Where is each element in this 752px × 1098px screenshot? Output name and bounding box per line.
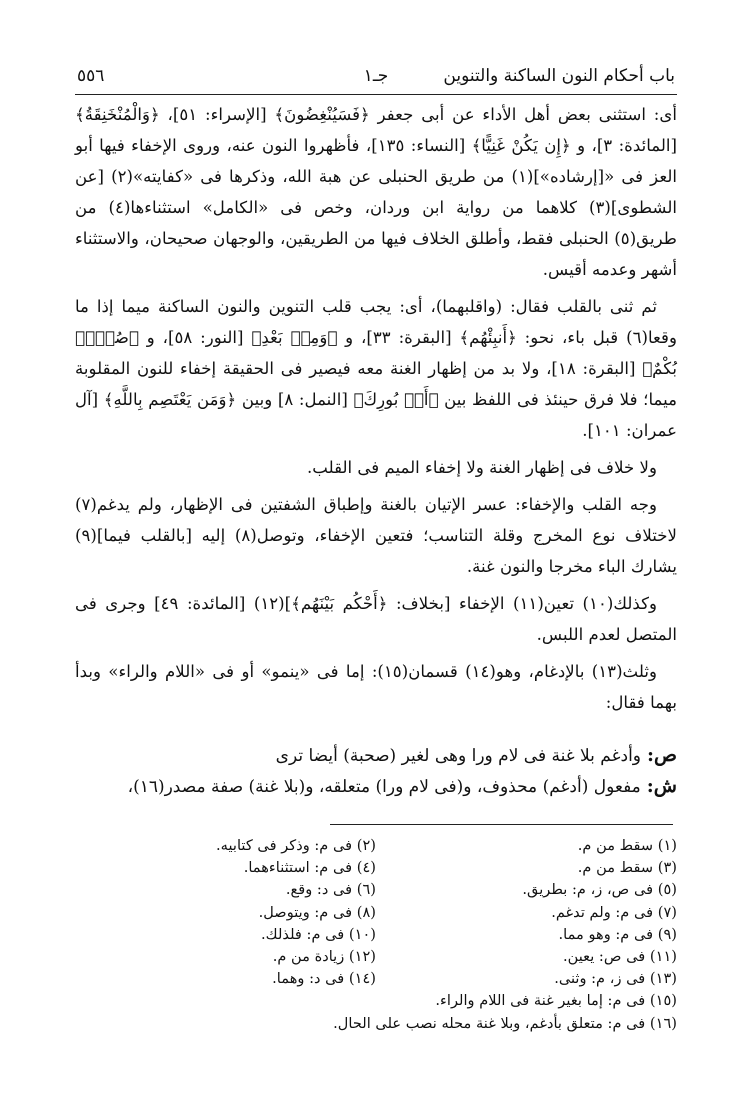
volume-number: جـ١ — [363, 66, 389, 86]
commentary-line — [75, 771, 677, 802]
paragraph: وكذلك(١٠) تعين(١١) الإخفاء [بخلاف: ﴿أَحْكُم بَيْنَهُم﴾](١٢) [المائدة: ٤٩] وجرى فى المتصل لعدم اللبس. — [75, 594, 677, 644]
footnote: (١٣) فى ز، م: وثنى. — [554, 970, 677, 988]
footnote-row — [75, 946, 677, 968]
commentary-label: ش: — [646, 775, 677, 797]
footnote: (١٢) زيادة من م. — [272, 947, 376, 965]
footnote: (٥) فى ص، ز، م: بطريق. — [522, 881, 677, 899]
footnote: (٤) فى م: استثناءهما. — [243, 859, 376, 877]
verse-block — [75, 740, 677, 802]
main-text — [75, 99, 677, 718]
paragraph: أى: استثنى بعض أهل الأداء عن أبى جعفر ﴿فَسَيُنْغِضُونَ﴾ [الإسراء: ٥١]، ﴿وَالْمُنْخَنِقَةُ﴾ [المائدة: ٣]، و ﴿إِن يَكُنْ غَنِيًّا﴾ [النساء: ١٣٥]، فأظهروا النون عنه، وروى الإخفاء فيها أبو العز فى «[إرشاده»](١) من طريق الحنبلى عن هبة الله، وذكرها فى «كفايته»(٢) [عن الشطوى](٣) كلاهما من رواية ابن وردان، وخص فى «الكامل» استثناءها(٤) من طريق(٥) الحنبلى فقط، وأطلق الخلاف فيها من الطريقين، والوجهان صحيحان، والاستثناء أشهر وعدمه أقيس. — [75, 105, 677, 279]
footnote: (٨) فى م: ويتوصل. — [258, 903, 376, 921]
footnote: (٩) فى م: وهو مما. — [558, 925, 677, 943]
paragraph: وجه القلب والإخفاء: عسر الإتيان بالغنة وإطباق الشفتين فى الإظهار، ولم يدغم(٧) لاختلاف نوع المخرج وقلة التناسب؛ فتعين الإخفاء، وتوصل(٨) إليه [بالقلب فيما](٩) يشارك الباء مخرجا والنون غنة. — [75, 495, 677, 576]
footnote: (١١) فى ص: يعين. — [563, 947, 677, 965]
footnote: (٦) فى د: وقع. — [285, 881, 376, 899]
footnote: (٣) سقط من م. — [577, 859, 677, 877]
footnote: (١٥) فى م: إما بغير غنة فى اللام والراء. — [435, 992, 677, 1010]
footnote: (٢) فى م: وذكر فى كتابيه. — [216, 837, 376, 854]
footnote: (٧) فى م: ولم تدغم. — [551, 903, 677, 921]
verse-text: وأدغم بلا غنة فى لام ورا وهى لغير (صحبة) أيضا ترى — [275, 746, 642, 766]
paragraph: وثلث(١٣) بالإدغام، وهو(١٤) قسمان(١٥): إما فى «ينمو» أو فى «اللام والراء» وبدأ بهما فقال: — [75, 662, 677, 712]
commentary-text: مفعول (أدغم) محذوف، و(فى لام ورا) متعلقه، و(بلا غنة) صفة مصدر(١٦)، — [127, 777, 641, 797]
footnote-row — [75, 857, 677, 879]
verse-line — [75, 740, 677, 771]
footnote: (١٠) فى م: فلذلك. — [261, 925, 376, 943]
chapter-title: باب أحكام النون الساكنة والتنوين — [443, 66, 675, 86]
paragraph: ثم ثنى بالقلب فقال: (واقلبهما)، أى: يجب قلب التنوين والنون الساكنة ميما إذا ما وقعا(٦) قبل باء، نحو: ﴿أَنبِئْهُم﴾ [البقرة: ٣٣]، و ﴿وَمِنۢ بَعْدِ﴾ [النور: ٥٨]، و ﴿صُمٌّۢ بُكْمٌ﴾ [البقرة: ١٨]، ولا بد من إظهار الغنة معه فيصير فى الحقيقة إخفاء للنون المقلوبة ميما؛ فلا فرق حينئذ فى اللفظ بين ﴿أَنۢ بُورِكَ﴾ [النمل: ٨] وبين ﴿وَمَن يَعْتَصِم بِاللَّهِ﴾ [آل عمران: ١٠١]. — [75, 297, 677, 440]
footnotes — [75, 835, 677, 1035]
footnote: (١٤) فى د: وهما. — [272, 970, 376, 988]
footnote-row — [75, 968, 677, 990]
footnote: (١٦) فى م: متعلق بأدغم، وبلا غنة محله نصب على الحال. — [333, 1014, 677, 1032]
footnote-row — [75, 924, 677, 946]
footnote-row — [75, 835, 677, 857]
footnote-divider — [330, 824, 673, 825]
verse-label: ص: — [647, 744, 677, 766]
paragraph: ولا خلاف فى إظهار الغنة ولا إخفاء الميم فى القلب. — [307, 458, 657, 477]
running-header — [75, 60, 677, 95]
footnote: (١) سقط من م. — [577, 837, 677, 854]
page-number: ٥٥٦ — [77, 66, 105, 86]
footnote-row — [75, 902, 677, 924]
footnote-row — [75, 879, 677, 901]
